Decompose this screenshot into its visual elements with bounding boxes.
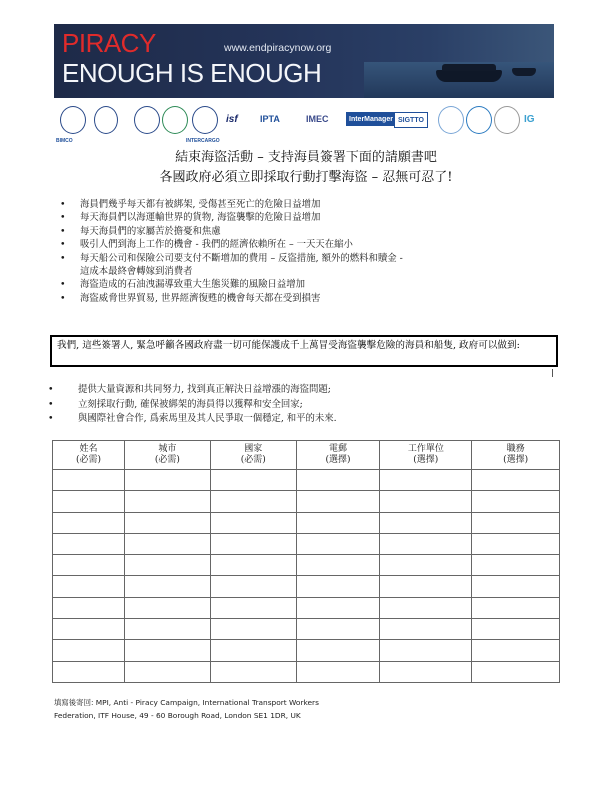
signature-cell[interactable] bbox=[380, 512, 472, 533]
signature-cell[interactable] bbox=[296, 619, 380, 640]
petition-subtitle: 各國政府必須立即採取行動打擊海盜 – 忍無可忍了! bbox=[159, 170, 453, 185]
signature-cell[interactable] bbox=[380, 661, 472, 682]
list-item: • 每天海員們的家屬苦於擔憂和焦慮 bbox=[60, 225, 221, 237]
signature-cell[interactable] bbox=[472, 491, 560, 512]
column-header-country: 國家 (必需) bbox=[210, 441, 296, 470]
signature-cell[interactable] bbox=[380, 470, 472, 491]
list-item: • 海盜造成的石油洩漏導致重大生態災難的風險日益增加 bbox=[60, 279, 306, 291]
signature-cell[interactable] bbox=[53, 661, 125, 682]
signature-cell[interactable] bbox=[296, 597, 380, 618]
signature-cell[interactable] bbox=[210, 470, 296, 491]
signature-table bbox=[52, 440, 560, 683]
demands-list bbox=[48, 383, 548, 427]
table-row bbox=[53, 533, 560, 554]
signature-cell[interactable] bbox=[53, 512, 125, 533]
round-seal-logo-icon bbox=[94, 106, 118, 134]
table-row bbox=[53, 640, 560, 661]
banner-url: www.endpiracynow.org bbox=[224, 42, 332, 54]
small-boat-image bbox=[512, 68, 536, 76]
signature-cell[interactable] bbox=[210, 491, 296, 512]
banner-title-enough: ENOUGH IS ENOUGH bbox=[62, 58, 322, 88]
table-header-row bbox=[53, 441, 560, 470]
signature-cell[interactable] bbox=[210, 640, 296, 661]
signature-cell[interactable] bbox=[380, 555, 472, 576]
signature-cell[interactable] bbox=[125, 619, 211, 640]
globe-logo-icon bbox=[162, 106, 188, 134]
return-address-line: Federation, ITF House, 49 - 60 Borough Road, London SE1 1DR, UK bbox=[54, 711, 301, 720]
table-row bbox=[53, 576, 560, 597]
signature-cell[interactable] bbox=[380, 533, 472, 554]
signature-cell[interactable] bbox=[53, 491, 125, 512]
signature-cell[interactable] bbox=[125, 555, 211, 576]
signature-cell[interactable] bbox=[125, 533, 211, 554]
signature-cell[interactable] bbox=[53, 640, 125, 661]
ipta-logo-label: IPTA bbox=[260, 114, 280, 124]
signature-cell[interactable] bbox=[210, 597, 296, 618]
signature-cell[interactable] bbox=[472, 512, 560, 533]
sponsor-logo-strip bbox=[54, 102, 554, 144]
banner-title-piracy: PIRACY bbox=[62, 28, 156, 58]
signature-cell[interactable] bbox=[210, 512, 296, 533]
signature-cell[interactable] bbox=[380, 640, 472, 661]
signature-cell[interactable] bbox=[296, 661, 380, 682]
flag-logo-icon bbox=[466, 106, 492, 134]
signature-cell[interactable] bbox=[53, 597, 125, 618]
signature-cell[interactable] bbox=[296, 470, 380, 491]
star-logo-icon bbox=[438, 106, 464, 134]
signature-cell[interactable] bbox=[472, 470, 560, 491]
table-row bbox=[53, 470, 560, 491]
signature-cell[interactable] bbox=[472, 661, 560, 682]
signature-cell[interactable] bbox=[210, 555, 296, 576]
intercargo-logo-label: INTERCARGO bbox=[186, 138, 220, 144]
table-row bbox=[53, 661, 560, 682]
signature-cell[interactable] bbox=[472, 597, 560, 618]
column-header-name: 姓名 (必需) bbox=[53, 441, 125, 470]
signature-cell[interactable] bbox=[53, 470, 125, 491]
signature-cell[interactable] bbox=[210, 619, 296, 640]
signature-cell[interactable] bbox=[125, 661, 211, 682]
signature-cell[interactable] bbox=[380, 576, 472, 597]
signature-cell[interactable] bbox=[125, 512, 211, 533]
table-row bbox=[53, 555, 560, 576]
bimco-logo-label: BIMCO bbox=[56, 138, 73, 144]
list-item: • 立刻採取行動, 確保被綁架的海員得以獲釋和安全回家; bbox=[48, 398, 303, 410]
signature-cell[interactable] bbox=[296, 533, 380, 554]
signature-cell[interactable] bbox=[125, 597, 211, 618]
signature-cell[interactable] bbox=[53, 533, 125, 554]
column-header-email: 電郵 (選擇) bbox=[296, 441, 380, 470]
signature-cell[interactable] bbox=[210, 533, 296, 554]
signature-cell[interactable] bbox=[472, 576, 560, 597]
petition-statement: 我們, 這些簽署人, 緊急呼籲各國政府盡一切可能保護成千上萬冒受海盜襲擊危險的海員和船隻, 政府可以做到: bbox=[50, 335, 558, 367]
signature-cell[interactable] bbox=[53, 619, 125, 640]
wheel-logo-icon bbox=[494, 106, 520, 134]
signature-cell[interactable] bbox=[296, 512, 380, 533]
intermanager-logo-label: InterManager bbox=[346, 112, 396, 126]
column-header-position: 職務 (選擇) bbox=[472, 441, 560, 470]
signature-cell[interactable] bbox=[472, 533, 560, 554]
table-row bbox=[53, 597, 560, 618]
table-row bbox=[53, 512, 560, 533]
return-address-line: 填寫後寄回: MPI, Anti - Piracy Campaign, International Transport Workers bbox=[54, 698, 319, 707]
campaign-banner bbox=[54, 24, 554, 98]
signature-cell[interactable] bbox=[380, 619, 472, 640]
signature-cell[interactable] bbox=[125, 640, 211, 661]
column-header-employer: 工作單位 (選擇) bbox=[380, 441, 472, 470]
list-item: • 提供大量資源和共同努力, 找到真正解決日益增漲的海盜問題; bbox=[48, 384, 331, 395]
signature-cell[interactable] bbox=[125, 491, 211, 512]
imec-logo-label: IMEC bbox=[306, 114, 329, 124]
table-row bbox=[53, 619, 560, 640]
list-item-continuation: 這成本最終會轉嫁到消費者 bbox=[80, 266, 193, 278]
concerns-list bbox=[60, 198, 560, 305]
signature-cell[interactable] bbox=[296, 640, 380, 661]
list-item: • 海盜威脅世界貿易, 世界經濟復甦的機會每天都在受到損害 bbox=[60, 292, 321, 304]
signature-cell[interactable] bbox=[472, 640, 560, 661]
signature-cell[interactable] bbox=[296, 555, 380, 576]
sigtto-logo-label: SIGTTO bbox=[394, 112, 428, 128]
signature-cell[interactable] bbox=[125, 576, 211, 597]
signature-cell[interactable] bbox=[296, 576, 380, 597]
signature-cell[interactable] bbox=[472, 619, 560, 640]
list-item: • 每天船公司和保險公司要支付不斷增加的費用 – 反盜措施, 額外的燃料和贖金 - 這成本最終會轉嫁到消費者 bbox=[60, 252, 403, 278]
column-header-city: 城市 (必需) bbox=[125, 441, 211, 470]
isf-logo-icon: isf bbox=[226, 113, 238, 125]
ig-logo-icon: IG bbox=[524, 113, 535, 125]
list-item: • 海員們幾乎每天都有被綁架, 受傷甚至死亡的危險日益增加 bbox=[60, 199, 321, 210]
signature-cell[interactable] bbox=[210, 661, 296, 682]
petition-title: 結束海盜活動 – 支持海員簽署下面的請願書吧 bbox=[175, 150, 437, 165]
signature-cell[interactable] bbox=[210, 576, 296, 597]
signature-cell[interactable] bbox=[53, 555, 125, 576]
signature-cell[interactable] bbox=[472, 555, 560, 576]
pirate-boat-image bbox=[436, 70, 502, 82]
signature-cell[interactable] bbox=[380, 597, 472, 618]
signature-cell[interactable] bbox=[380, 491, 472, 512]
signature-cell[interactable] bbox=[53, 576, 125, 597]
return-address bbox=[54, 696, 554, 722]
table-row bbox=[53, 491, 560, 512]
signature-cell[interactable] bbox=[296, 491, 380, 512]
signature-cell[interactable] bbox=[125, 470, 211, 491]
anchor-logo-icon bbox=[134, 106, 160, 134]
list-item: • 吸引人們到海上工作的機會 - 我們的經濟依賴所在 – 一天天在縮小 bbox=[60, 239, 353, 251]
margin-mark bbox=[552, 369, 553, 377]
list-item: • 與國際社會合作, 爲索馬里及其人民爭取一個穩定, 和平的未來. bbox=[48, 413, 337, 425]
list-item: • 每天海員們以海運輸世界的貨物, 海盜襲擊的危險日益增加 bbox=[60, 212, 321, 224]
